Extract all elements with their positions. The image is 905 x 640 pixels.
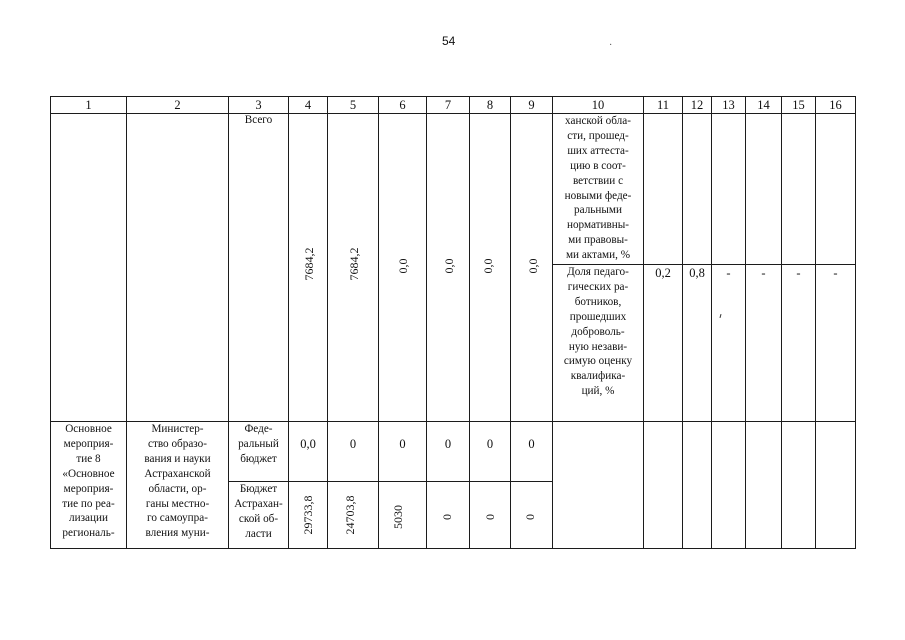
indicator-value: -	[761, 266, 766, 280]
column-header: 3	[255, 98, 262, 112]
text-line: Астраханской	[144, 467, 211, 480]
table-rule	[745, 96, 746, 549]
total-col7-value: 0,0	[442, 258, 456, 274]
column-header: 9	[528, 98, 535, 112]
total-col8-value: 0,0	[481, 258, 495, 274]
regional-value: 0	[523, 514, 537, 520]
text-line: Министер-	[151, 423, 204, 435]
table-rule	[682, 96, 683, 549]
column-header: 14	[757, 98, 770, 112]
text-line: вания и науки	[144, 452, 211, 465]
regional-value: 0	[440, 514, 454, 520]
regional-value: 5030	[391, 505, 405, 529]
total-col5-value: 7684,2	[347, 247, 361, 281]
text-line: региональ-	[62, 527, 115, 540]
page-number: 54	[442, 34, 456, 48]
table-rule	[510, 96, 511, 549]
federal-value: 0	[444, 437, 452, 451]
text-line: ших аттеста-	[567, 144, 629, 157]
column-header: 10	[591, 98, 605, 112]
source-label-total: Всего	[244, 114, 273, 126]
table-rule	[469, 96, 470, 549]
text-line: ласти	[245, 527, 272, 540]
column-header: 6	[399, 98, 406, 112]
federal-value: 0	[486, 437, 494, 451]
column-header: 12	[690, 98, 704, 112]
text-line: «Основное	[62, 467, 115, 480]
text-line: ральными	[574, 204, 622, 217]
text-line: ской об-	[238, 512, 279, 525]
text-line: бюджет	[240, 452, 277, 465]
measure-8-executor	[127, 422, 228, 541]
text-line: доброволь-	[571, 325, 625, 338]
total-col9-value: 0,0	[526, 258, 540, 274]
indicator-attestation	[553, 114, 643, 263]
scan-mark	[719, 314, 721, 318]
federal-value: 0	[528, 437, 535, 451]
federal-value: 0	[349, 437, 357, 451]
table-rule	[50, 113, 856, 114]
column-header: 1	[85, 98, 92, 112]
indicator-value: 0,2	[655, 266, 671, 280]
table-rule	[643, 96, 644, 549]
text-line: сти, прошед-	[567, 129, 629, 142]
regional-value: 0	[483, 514, 497, 520]
column-header: 15	[792, 98, 805, 112]
table-rule	[426, 96, 427, 549]
text-line: ветствии с	[572, 174, 624, 187]
regional-value: 29733,8	[301, 495, 315, 535]
text-line: ми правовы-	[568, 234, 628, 247]
text-line: симую оценку	[563, 355, 633, 368]
text-line: прошедших	[569, 310, 627, 323]
indicator-value: -	[796, 266, 801, 280]
column-header: 8	[486, 98, 494, 112]
text-line: ботников,	[574, 295, 622, 308]
indicator-value: -	[726, 266, 731, 280]
text-line: ральный	[238, 437, 279, 450]
text-line: новыми феде-	[564, 189, 632, 202]
text-line: Доля педаго-	[567, 266, 629, 278]
text-line: ми актами, %	[565, 249, 631, 262]
text-line: лизации	[69, 512, 108, 525]
table-rule	[711, 96, 712, 549]
source-label-federal	[229, 422, 288, 467]
text-line: Бюджет	[239, 483, 278, 495]
text-line: цию в соот-	[570, 159, 626, 172]
column-header: 16	[829, 98, 842, 112]
regional-value: 24703,8	[343, 495, 357, 535]
text-line: ганы местно-	[145, 497, 210, 510]
text-line: квалифика-	[570, 370, 626, 383]
text-line: Основное	[65, 423, 112, 435]
column-header: 2	[174, 98, 181, 112]
text-line: ханской обла-	[565, 115, 631, 127]
text-line: нормативны-	[566, 219, 630, 232]
table-rule	[855, 96, 856, 549]
column-header: 11	[656, 98, 670, 112]
indicator-value: -	[833, 266, 838, 280]
indicator-value: 0,8	[689, 266, 705, 280]
text-line: тие по реа-	[62, 497, 115, 510]
column-header: 4	[304, 98, 312, 112]
text-line: тие 8	[76, 452, 101, 465]
table-rule	[50, 548, 856, 549]
federal-value: 0,0	[300, 437, 316, 451]
text-line: го самоупра-	[147, 512, 208, 525]
text-line: Астрахан-	[234, 497, 283, 510]
text-line: области, ор-	[148, 482, 207, 495]
measure-8-name	[51, 422, 126, 541]
table-rule	[327, 96, 328, 549]
text-line: ций, %	[581, 385, 615, 398]
total-col6-value: 0,0	[396, 258, 410, 274]
indicator-independent-assessment	[553, 265, 643, 399]
text-line: мероприя-	[63, 482, 114, 495]
source-label-regional	[229, 482, 288, 542]
text-line: мероприя-	[63, 437, 114, 450]
column-header: 5	[349, 98, 357, 112]
table-rule	[288, 96, 289, 549]
table-rule	[815, 96, 816, 549]
column-header: 7	[444, 98, 452, 112]
scan-speck: ·	[609, 40, 613, 51]
text-line: гических ра-	[567, 280, 629, 293]
column-header: 13	[722, 98, 735, 112]
text-line: ную незави-	[568, 340, 628, 353]
federal-value: 0	[399, 437, 406, 451]
table-rule	[781, 96, 782, 549]
text-line: Феде-	[244, 423, 273, 435]
table-rule	[50, 96, 856, 97]
table-rule	[378, 96, 379, 549]
total-col4-value: 7684,2	[302, 247, 316, 281]
text-line: вления муни-	[145, 527, 210, 540]
text-line: ство образо-	[148, 437, 207, 450]
